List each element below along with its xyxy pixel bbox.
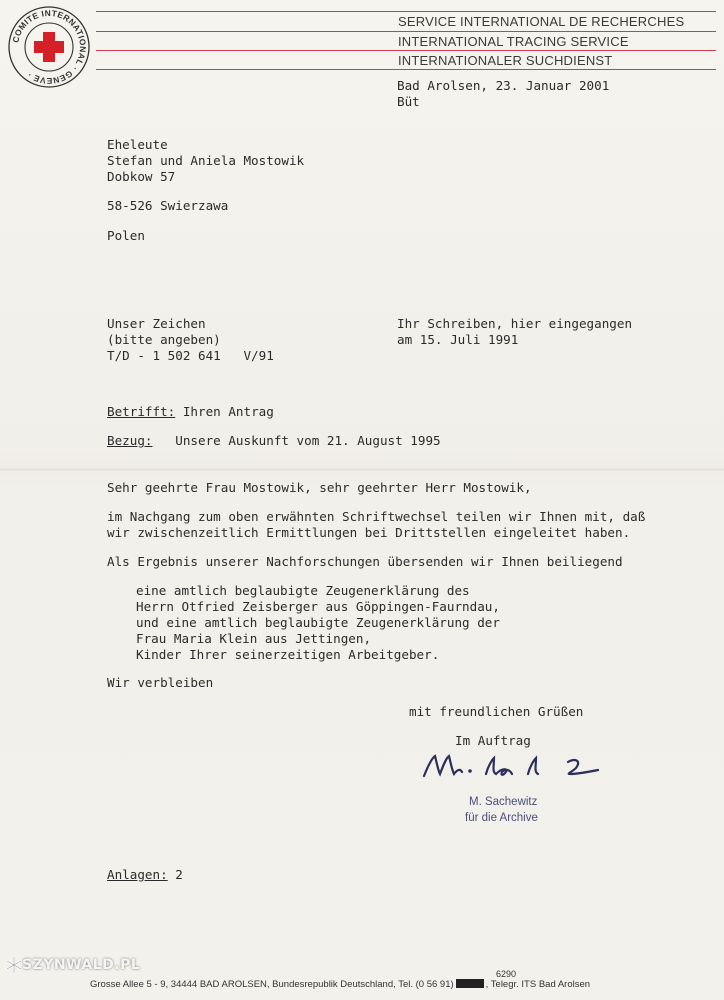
handwritten-signature: [418, 748, 608, 788]
body-line: Als Ergebnis unserer Nachforschungen übersenden wir Ihnen beiliegend: [107, 554, 623, 569]
phone-correction: 6290: [496, 969, 517, 979]
letterhead-rule: [96, 11, 716, 12]
bezug-text: Unsere Auskunft vom 21. August 1995: [152, 433, 441, 448]
org-name-en: INTERNATIONAL TRACING SERVICE: [398, 34, 629, 49]
letterhead-rule: [96, 50, 716, 51]
salutation: Sehr geehrte Frau Mostowik, sehr geehrter Herr Mostowik,: [107, 480, 532, 495]
your-letter-label: Ihr Schreiben, hier eingegangen: [397, 316, 633, 331]
enclosure-line: Kinder Ihrer seinerzeitigen Arbeitgeber.: [136, 647, 440, 662]
body-line: wir zwischenzeitlich Ermittlungen bei Drittstellen eingeleitet haben.: [107, 525, 631, 540]
recipient-postcode-city: 58-526 Swierzawa: [107, 198, 229, 213]
org-name-fr: SERVICE INTERNATIONAL DE RECHERCHES: [398, 14, 685, 29]
snowflake-icon: [4, 955, 24, 975]
subject-text: Ihren Antrag: [175, 404, 274, 419]
recipient-line: Dobkow 57: [107, 169, 176, 184]
enclosure-line: und eine amtlich beglaubigte Zeugenerklärung der: [136, 615, 500, 630]
our-ref-note: (bitte angeben): [107, 332, 221, 347]
attachments-count: 2: [167, 867, 183, 882]
body-line: im Nachgang zum oben erwähnten Schriftwechsel teilen wir Ihnen mit, daß: [107, 509, 646, 524]
redacted-phone: [456, 979, 484, 988]
greeting: mit freundlichen Grüßen: [409, 704, 584, 719]
paper-fold: [0, 468, 724, 471]
stamp-name: M. Sachewitz: [469, 796, 538, 808]
closing-line: Wir verbleiben: [107, 675, 214, 690]
attachments-line: [107, 867, 183, 883]
enclosure-line: Frau Maria Klein aus Jettingen,: [136, 631, 372, 646]
recipient-country: Polen: [107, 228, 145, 243]
watermark: SZYNWALD.PL: [22, 957, 141, 973]
footer-address-right: , Telegr. ITS Bad Arolsen: [485, 979, 591, 990]
your-letter-date: am 15. Juli 1991: [397, 332, 519, 347]
our-ref-label: Unser Zeichen: [107, 316, 206, 331]
im-auftrag: Im Auftrag: [455, 733, 531, 748]
red-cross-logo: [6, 4, 92, 90]
footer-address-left: Grosse Allee 5 - 9, 34444 BAD AROLSEN, Bundesrepublik Deutschland, Tel. (0 56 91): [90, 979, 454, 990]
attachments-label: Anlagen:: [107, 867, 168, 882]
bezug-line: [107, 433, 441, 449]
subject-label: Betrifft:: [107, 404, 176, 419]
org-name-de: INTERNATIONALER SUCHDIENST: [398, 53, 613, 68]
enclosure-line: eine amtlich beglaubigte Zeugenerklärung des: [136, 583, 470, 598]
bezug-label: Bezug:: [107, 433, 153, 448]
recipient-line: Eheleute: [107, 137, 168, 152]
letterhead-rule: [96, 69, 716, 70]
place-date: Bad Arolsen, 23. Januar 2001: [397, 78, 610, 93]
our-ref-number: T/D - 1 502 641 V/91: [107, 348, 274, 363]
logo-ring-text: COMITE INTERNATIONAL · GENEVE ·: [10, 7, 89, 87]
footer-address: [90, 979, 590, 990]
recipient-line: Stefan und Aniela Mostowik: [107, 153, 305, 168]
clerk-initials: Büt: [397, 94, 420, 109]
stamp-role: für die Archive: [465, 812, 538, 824]
subject-line: [107, 404, 274, 420]
letterhead-rule: [96, 31, 716, 32]
enclosure-line: Herrn Otfried Zeisberger aus Göppingen-Faurndau,: [136, 599, 500, 614]
